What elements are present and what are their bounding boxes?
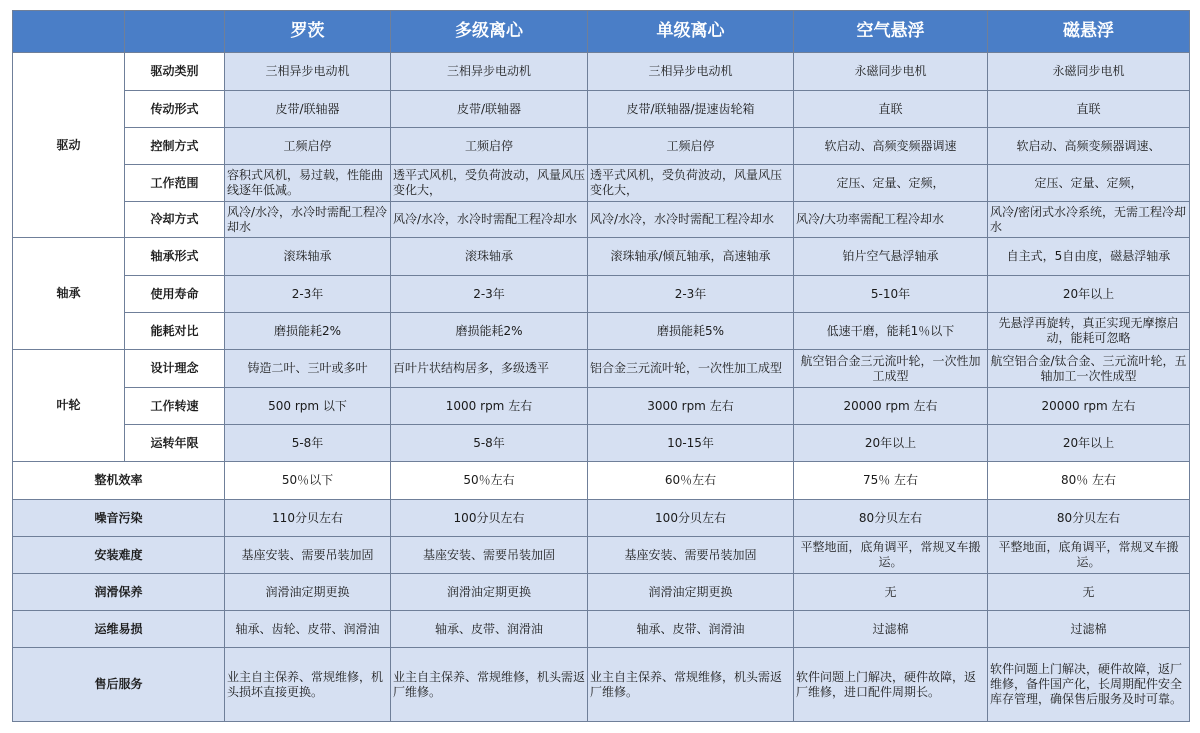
table-cell: 风冷/密闭式水冷系统，无需工程冷却水 [988,202,1190,238]
row-label: 冷却方式 [125,202,225,238]
table-cell: 业主自主保养、常规维修，机头需返厂维修。 [588,648,794,722]
table-cell: 80分贝左右 [988,500,1190,537]
table-row [13,53,1190,91]
table-cell: 磨损能耗2% [391,313,588,350]
table-cell: 轴承、皮带、润滑油 [588,611,794,648]
row-label: 使用寿命 [125,276,225,313]
table-cell: 永磁同步电机 [988,53,1190,91]
table-cell: 滚珠轴承/倾瓦轴承，高速轴承 [588,238,794,276]
table-cell: 平整地面，底角调平，常规叉车搬运。 [794,537,988,574]
row-label: 工作转速 [125,388,225,425]
table-cell: 20年以上 [794,425,988,462]
table-cell: 风冷/水冷，水冷时需配工程冷却水 [391,202,588,238]
category-label: 驱动 [13,53,125,238]
table-cell: 风冷/水冷，水冷时需配工程冷却水 [225,202,391,238]
table-cell: 润滑油定期更换 [588,574,794,611]
table-cell: 低速干磨，能耗1％以下 [794,313,988,350]
column-header-multistage-centrifugal: 多级离心 [391,11,588,53]
table-cell: 5-10年 [794,276,988,313]
table-cell: 2-3年 [225,276,391,313]
table-cell: 软件问题上门解决，硬件故障，返厂维修，备件国产化，长周期配件安全库存管理，确保售后服务及时可靠。 [988,648,1190,722]
table-cell: 业主自主保养、常规维修，机头需返厂维修。 [391,648,588,722]
table-cell: 定压、定量、定频， [988,165,1190,202]
table-cell: 基座安装、需要吊装加固 [391,537,588,574]
row-label: 能耗对比 [125,313,225,350]
table-cell: 5-8年 [391,425,588,462]
table-cell: 20年以上 [988,276,1190,313]
category-label: 叶轮 [13,350,125,462]
column-header-magnetic-bearing: 磁悬浮 [988,11,1190,53]
header-corner-sub [125,11,225,53]
table-row [13,128,1190,165]
table-cell: 80％ 左右 [988,462,1190,500]
table-cell: 皮带/联轴器/提速齿轮箱 [588,91,794,128]
table-cell: 润滑油定期更换 [225,574,391,611]
table-row [13,165,1190,202]
table-cell: 业主自主保养、常规维修，机头损坏直接更换。 [225,648,391,722]
table-cell: 基座安装、需要吊装加固 [225,537,391,574]
table-row [13,425,1190,462]
table-cell: 皮带/联轴器 [225,91,391,128]
table-cell: 三相异步电动机 [588,53,794,91]
table-cell: 工频启停 [588,128,794,165]
table-cell: 软件问题上门解决，硬件故障，返厂维修，进口配件周期长。 [794,648,988,722]
table-cell: 2-3年 [391,276,588,313]
row-label: 传动形式 [125,91,225,128]
table-cell: 铸造二叶、三叶或多叶 [225,350,391,388]
comparison-sheet [12,10,1190,722]
table-cell: 轴承、齿轮、皮带、润滑油 [225,611,391,648]
table-cell: 航空铝合金/钛合金、三元流叶轮，五轴加工一次性成型 [988,350,1190,388]
table-cell: 三相异步电动机 [225,53,391,91]
table-cell: 铝合金三元流叶轮，一次性加工成型 [588,350,794,388]
row-label: 控制方式 [125,128,225,165]
table-cell: 永磁同步电机 [794,53,988,91]
table-cell: 直联 [988,91,1190,128]
category-label: 轴承 [13,238,125,350]
table-row [13,500,1190,537]
table-cell: 无 [988,574,1190,611]
table-cell: 20年以上 [988,425,1190,462]
table-row [13,313,1190,350]
table-cell: 容积式风机，易过载，性能曲线逐年低减。 [225,165,391,202]
table-row [13,91,1190,128]
table-cell: 透平式风机，受负荷波动，风量风压变化大， [391,165,588,202]
table-cell: 3000 rpm 左右 [588,388,794,425]
table-cell: 工频启停 [225,128,391,165]
table-cell: 磨损能耗2% [225,313,391,350]
table-cell: 直联 [794,91,988,128]
row-label: 整机效率 [13,462,225,500]
row-label: 运维易损 [13,611,225,648]
table-cell: 20000 rpm 左右 [988,388,1190,425]
table-cell: 500 rpm 以下 [225,388,391,425]
table-cell: 航空铝合金三元流叶轮，一次性加工成型 [794,350,988,388]
table-cell: 110分贝左右 [225,500,391,537]
row-label: 驱动类别 [125,53,225,91]
table-row [13,648,1190,722]
table-cell: 平整地面，底角调平，常规叉车搬运。 [988,537,1190,574]
table-row [13,202,1190,238]
table-cell: 磨损能耗5% [588,313,794,350]
row-label: 设计理念 [125,350,225,388]
table-row [13,574,1190,611]
table-cell: 铂片空气悬浮轴承 [794,238,988,276]
table-cell: 滚珠轴承 [391,238,588,276]
table-cell: 三相异步电动机 [391,53,588,91]
table-cell: 1000 rpm 左右 [391,388,588,425]
table-cell: 透平式风机，受负荷波动，风量风压变化大， [588,165,794,202]
table-cell: 100分贝左右 [391,500,588,537]
row-label: 安装难度 [13,537,225,574]
row-label: 噪音污染 [13,500,225,537]
table-cell: 定压、定量、定频， [794,165,988,202]
table-cell: 润滑油定期更换 [391,574,588,611]
row-label: 运转年限 [125,425,225,462]
row-label: 润滑保养 [13,574,225,611]
table-cell: 2-3年 [588,276,794,313]
table-cell: 50％左右 [391,462,588,500]
table-cell: 滚珠轴承 [225,238,391,276]
table-cell: 先悬浮再旋转，真正实现无摩擦启动，能耗可忽略 [988,313,1190,350]
table-cell: 风冷/水冷，水冷时需配工程冷却水 [588,202,794,238]
table-row [13,238,1190,276]
table-cell: 皮带/联轴器 [391,91,588,128]
table-cell: 100分贝左右 [588,500,794,537]
table-cell: 80分贝左右 [794,500,988,537]
column-header-roots: 罗茨 [225,11,391,53]
table-row [13,350,1190,388]
table-cell: 过滤棉 [988,611,1190,648]
table-row [13,462,1190,500]
table-cell: 软启动、高频变频器调速 [794,128,988,165]
table-cell: 基座安装、需要吊装加固 [588,537,794,574]
table-cell: 20000 rpm 左右 [794,388,988,425]
column-header-air-bearing: 空气悬浮 [794,11,988,53]
table-cell: 10-15年 [588,425,794,462]
column-header-single-stage-centrifugal: 单级离心 [588,11,794,53]
table-cell: 自主式，5自由度，磁悬浮轴承 [988,238,1190,276]
table-cell: 过滤棉 [794,611,988,648]
blower-comparison-table [12,10,1190,722]
table-cell: 百叶片状结构居多，多级透平 [391,350,588,388]
table-cell: 风冷/大功率需配工程冷却水 [794,202,988,238]
header-corner [13,11,125,53]
table-row [13,276,1190,313]
table-cell: 轴承、皮带、润滑油 [391,611,588,648]
table-cell: 60％左右 [588,462,794,500]
table-cell: 软启动、高频变频器调速、 [988,128,1190,165]
table-cell: 工频启停 [391,128,588,165]
header-row [13,11,1190,53]
table-row [13,388,1190,425]
row-label: 工作范围 [125,165,225,202]
table-row [13,611,1190,648]
row-label: 轴承形式 [125,238,225,276]
table-cell: 无 [794,574,988,611]
table-cell: 50％以下 [225,462,391,500]
row-label: 售后服务 [13,648,225,722]
table-cell: 5-8年 [225,425,391,462]
table-row [13,537,1190,574]
table-cell: 75％ 左右 [794,462,988,500]
